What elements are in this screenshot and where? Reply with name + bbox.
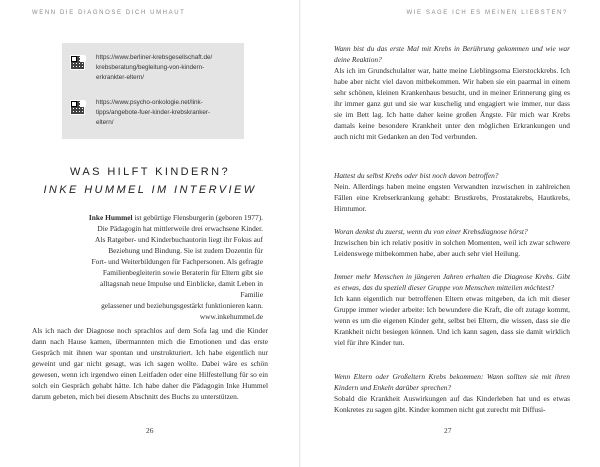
question: Hattest du selbst Krebs oder bist noch davon betroffen? [334,171,499,180]
qa-block [334,271,570,348]
answer: Als ich im Grundschulalter war, hatte meine Lieblingsoma Eierstockkrebs. Ich habe aber nicht viel davon mitbekommen. Wir haben sie ein paarmal in einem sehr schönen, kleinen Krankenhaus besucht, und in meiner Erinnerung ging es ihr immer ganz gut und sie war kuschelig und engagiert wie immer, nur dass sie im Bett lag. Ich hatte daher keine großen Ängste. Für mich war Krebs damals keine besondere Krankheit unter den möglichen Erkrankungen und auch nicht mit Gedanken an den Tod verbunden. [334,66,570,141]
intro-line-1: Inke Hummel ist gebürtige Flensburgerin (geboren 1977). [88,213,263,222]
qr-code-icon [70,100,85,115]
intro-line: gelassener und beziehungsgestärkt funktionieren kann. [101,301,263,310]
intro-line: Beziehung und Bindung. Sie ist zudem Dozentin für [108,246,263,255]
qr-code-icon [70,55,85,70]
question: Wenn Eltern oder Großeltern Krebs bekommen: Wann sollten sie mit ihren Kindern und Enkeln darüber sprechen? [334,372,570,392]
qa-block [334,226,570,259]
running-head-left: WENN DIE DIAGNOSE DICH UMHAUT [32,10,186,16]
answer: Ich kann eigentlich nur betroffenen Eltern etwas mitgeben, da ich mit dieser Gruppe immer wieder arbeite: Ich bewundere die Kraft, die oft zutage kommt, wenn es um die eigenen Kinder geht, selbst bei Eltern, die wissen, dass sie die Krankheit nicht besiegen können. Und ich kann sagen, dass sie damit wirklich viel für ihre Kinder tun. [334,294,570,347]
link-1[interactable]: https://www.berliner-krebsgesellschaft.de/ krebsberatung/begleitung-von-kindern- erkrankter-eltern/ [96,54,213,81]
running-head-right: WIE SAGE ICH ES MEINEN LIEBSTEN? [406,10,568,16]
intro-line: Die Pädagogin hat mittlerweile drei erwachsene Kinder. [97,224,263,233]
right-page [300,0,600,467]
author-name: Inke Hummel [88,213,133,222]
qa-block [334,170,570,214]
intro-line: alltagsnah neue Impulse und Einblicke, damit Leben in Familie [100,279,263,299]
qa-block [334,43,570,142]
intro-line: Familienbegleiterin sowie Beraterin für Eltern gibt sie [102,268,263,277]
author-intro [82,212,263,322]
page-number-right: 27 [444,426,452,435]
question: Woran denkst du zuerst, wenn du von einer Krebsdiagnose hörst? [334,227,528,236]
body-paragraph: Als ich nach der Diagnose noch sprachlos auf dem Sofa lag und die Kinder dann nach Hause kamen, übermannten mich die Emotionen und das erste Gespräch mit ihnen war spontan und unstrukturiert. Ich habe eigentlich nur geweint und gar nicht gesagt, was ich sagen wollte. Dabei wäre es schön gewesen, wenn ich irgendwo einen Leitfaden oder eine Hilfestellung für so ein solch ein Gespräch gehabt hätte. Ich habe daher die Pädagogin Inke Hummel darum gebeten, mich bei diesem Abschnitt des Buchs zu unterstützen. [32,326,268,401]
answer: Sobald die Krankheit Auswirkungen auf das Kinderleben hat und es etwas Konkretes zu sagen gibt. Kinder kommen nicht gut zurecht mit Diffusi- [334,394,570,414]
link-box [62,43,244,139]
question: Immer mehr Menschen in jüngeren Jahren erhalten die Diagnose Krebs. Gibt es etwas, das du speziell dieser Gruppe von Menschen mitteilen möchtest? [334,272,570,292]
link-2[interactable]: https://www.psycho-onkologie.net/link- tipps/angebote-fuer-kinder-krebskranker- eltern/ [96,99,211,126]
answer: Inzwischen bin ich relativ positiv in solchen Momenten, weil ich zwar schwere Leidenswege mitbekommen habe, aber auch sehr viel Heilung. [334,238,570,258]
author-website[interactable]: www.inkehummel.de [199,312,263,321]
intro-line: Fort- und Weiterbildungen für Fachpersonen. Als gefragte [91,257,263,266]
question: Wann bist du das erste Mal mit Krebs in Berührung gekommen und wie war deine Reaktion? [334,44,570,64]
section-heading: WAS HILFT KINDERN? [70,166,230,178]
qa-block [334,371,570,415]
page-number-left: 26 [146,426,154,435]
answer: Nein. Allerdings haben meine engsten Verwandten inzwischen in zahlreichen Fällen eine Krebserkrankung gehabt: Brustkrebs, Prostatakrebs, Hautkrebs, Hirntumor. [334,182,570,213]
section-subheading: INKE HUMMEL IM INTERVIEW [43,184,257,196]
intro-line: Als Ratgeber- und Kinderbuchautorin liegt ihr Fokus auf [95,235,263,244]
